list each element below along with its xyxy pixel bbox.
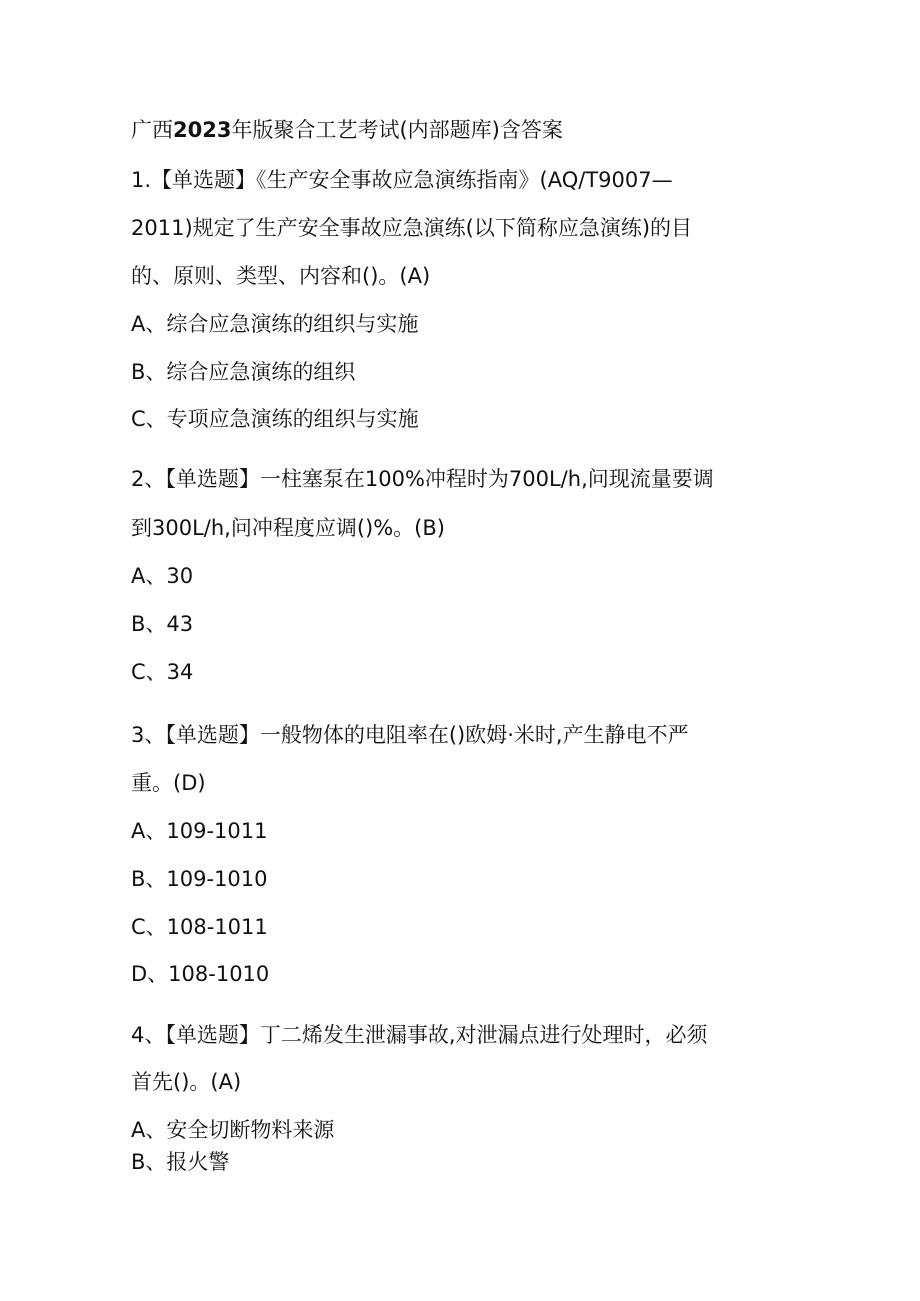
question-1-line-1: 1.【单选题】《生产安全事故应急演练指南》(AQ/T9007— bbox=[131, 168, 673, 192]
question-3-option-b: B、109-1010 bbox=[131, 867, 268, 891]
question-1-option-b: B、综合应急演练的组织 bbox=[131, 360, 356, 384]
question-3-option-d: D、108-1010 bbox=[131, 962, 270, 986]
question-3-line-1: 3、【单选题】一般物体的电阻率在()欧姆·米时,产生静电不严 bbox=[131, 723, 689, 747]
question-2-line-1: 2、【单选题】一柱塞泵在100%冲程时为700L/h,问现流量要调 bbox=[131, 467, 714, 491]
question-1-line-3: 的、原则、类型、内容和()。(A) bbox=[131, 264, 431, 288]
question-3-option-c: C、108-1011 bbox=[131, 915, 268, 939]
question-3-line-2: 重。(D) bbox=[131, 771, 206, 795]
question-2-option-c: C、34 bbox=[131, 660, 194, 684]
question-1-option-c: C、专项应急演练的组织与实施 bbox=[131, 407, 419, 431]
question-2-line-2: 到300L/h,问冲程度应调()%。(B) bbox=[131, 516, 445, 540]
question-1-option-a: A、综合应急演练的组织与实施 bbox=[131, 312, 419, 336]
question-1-line-2: 2011)规定了生产安全事故应急演练(以下简称应急演练)的目 bbox=[131, 216, 693, 240]
title-year: 2023 bbox=[173, 118, 232, 142]
question-3-option-a: A、109-1011 bbox=[131, 819, 268, 843]
question-4-line-2: 首先()。(A) bbox=[131, 1070, 242, 1094]
question-2-option-b: B、43 bbox=[131, 612, 194, 636]
document-title bbox=[131, 116, 563, 144]
question-2-option-a: A、30 bbox=[131, 564, 194, 588]
title-prefix: 广西 bbox=[131, 118, 173, 142]
question-4-line-1: 4、【单选题】丁二烯发生泄漏事故,对泄漏点进行处理时，必须 bbox=[131, 1023, 708, 1047]
question-4-option-a: A、安全切断物料来源 bbox=[131, 1118, 335, 1142]
question-4-option-b: B、报火警 bbox=[131, 1150, 230, 1174]
title-suffix: 年版聚合工艺考试(内部题库)含答案 bbox=[231, 118, 563, 142]
